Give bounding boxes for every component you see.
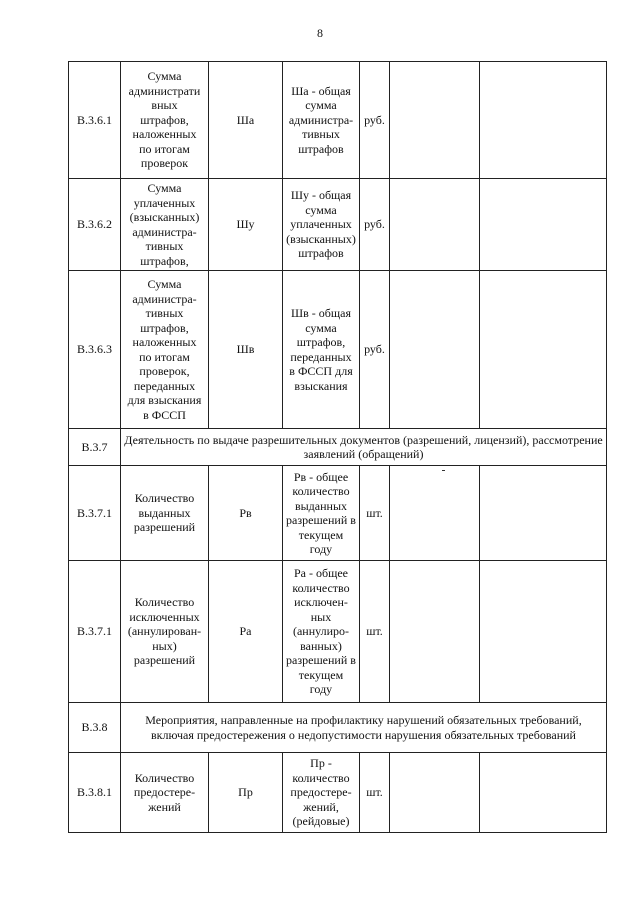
indicator-name: Количество выданных разрешений bbox=[121, 466, 209, 561]
indicator-name: Сумма уплаченных (взысканных) администра- тивных штрафов, bbox=[121, 179, 209, 271]
indicator-unit: руб. bbox=[360, 62, 390, 179]
table-row bbox=[69, 271, 607, 429]
indicator-description: Шв - общая сумма штрафов, переданных в ФССП для взыскания bbox=[283, 271, 360, 429]
indicator-name: Количество исключенных (аннулирован- ных) разрешений bbox=[121, 561, 209, 703]
indicator-code: В.3.8.1 bbox=[69, 753, 121, 833]
table-row bbox=[69, 62, 607, 179]
section-code: В.3.7 bbox=[69, 429, 121, 466]
stray-mark bbox=[442, 470, 445, 471]
empty-cell bbox=[390, 271, 480, 429]
section-title: Мероприятия, направленные на профилактику нарушений обязательных требований, включая предостережения о недопустимости нарушения обязательных требований bbox=[121, 703, 607, 753]
indicator-name: Сумма администра- тивных штрафов, наложенных по итогам проверок, переданных для взыскания в ФССП bbox=[121, 271, 209, 429]
indicator-code: В.3.6.3 bbox=[69, 271, 121, 429]
indicator-code: В.3.6.1 bbox=[69, 62, 121, 179]
empty-cell bbox=[480, 62, 607, 179]
section-row bbox=[69, 429, 607, 466]
table-row bbox=[69, 561, 607, 703]
indicator-symbol: Пр bbox=[209, 753, 283, 833]
indicator-code: В.3.7.1 bbox=[69, 466, 121, 561]
empty-cell bbox=[390, 466, 480, 561]
table-row bbox=[69, 753, 607, 833]
table-row bbox=[69, 466, 607, 561]
indicator-code: В.3.6.2 bbox=[69, 179, 121, 271]
indicator-unit: шт. bbox=[360, 466, 390, 561]
indicator-description: Ра - общее количество исключен- ных (аннулиро- ванных) разрешений в текущем году bbox=[283, 561, 360, 703]
indicator-unit: руб. bbox=[360, 179, 390, 271]
empty-cell bbox=[480, 753, 607, 833]
indicator-symbol: Рв bbox=[209, 466, 283, 561]
empty-cell bbox=[480, 561, 607, 703]
section-code: В.3.8 bbox=[69, 703, 121, 753]
section-title: Деятельность по выдаче разрешительных документов (разрешений, лицензий), рассмотрение заявлений (обращений) bbox=[121, 429, 607, 466]
empty-cell bbox=[390, 753, 480, 833]
empty-cell bbox=[480, 466, 607, 561]
indicator-description: Шу - общая сумма уплаченных (взысканных) штрафов bbox=[283, 179, 360, 271]
table-row bbox=[69, 179, 607, 271]
indicator-name: Количество предостере- жений bbox=[121, 753, 209, 833]
indicator-table bbox=[68, 61, 607, 833]
empty-cell bbox=[390, 561, 480, 703]
empty-cell bbox=[480, 271, 607, 429]
indicator-description: Ша - общая сумма администра- тивных штрафов bbox=[283, 62, 360, 179]
empty-cell bbox=[480, 179, 607, 271]
indicator-symbol: Ша bbox=[209, 62, 283, 179]
indicator-unit: шт. bbox=[360, 753, 390, 833]
empty-cell bbox=[390, 62, 480, 179]
indicator-symbol: Ра bbox=[209, 561, 283, 703]
page-number: 8 bbox=[317, 26, 323, 40]
indicator-description: Пр - количество предостере- жений, (рейдовые) bbox=[283, 753, 360, 833]
empty-cell bbox=[390, 179, 480, 271]
indicator-unit: шт. bbox=[360, 561, 390, 703]
indicator-symbol: Шу bbox=[209, 179, 283, 271]
indicator-name: Сумма администрати вных штрафов, наложенных по итогам проверок bbox=[121, 62, 209, 179]
indicator-code: В.3.7.1 bbox=[69, 561, 121, 703]
indicator-symbol: Шв bbox=[209, 271, 283, 429]
indicator-description: Рв - общее количество выданных разрешений в текущем году bbox=[283, 466, 360, 561]
section-row bbox=[69, 703, 607, 753]
indicator-unit: руб. bbox=[360, 271, 390, 429]
